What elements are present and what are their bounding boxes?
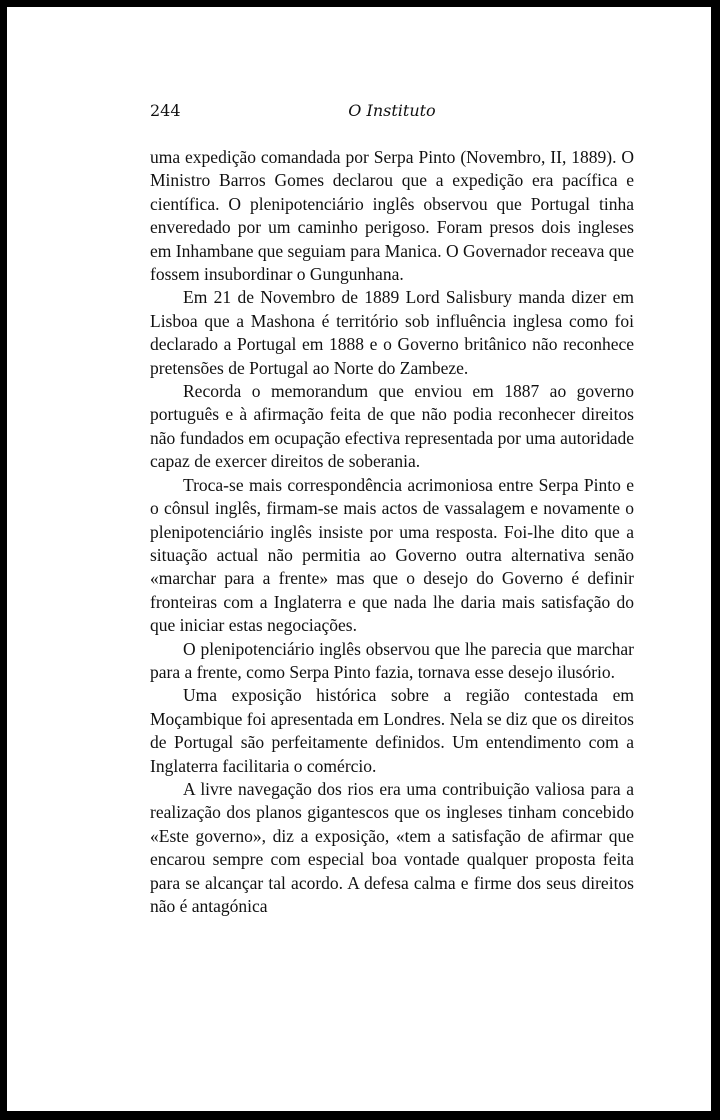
paragraph: Troca-se mais correspondência acrimoniosa entre Serpa Pinto e o cônsul inglês, firmam-se mais actos de vassalagem e novamente o plenipotenciário inglês insiste por uma resposta. Foi-lhe dito que a situação actual não permitia ao Governo outra alternativa senão «marchar para a frente» mas que o desejo do Governo é definir fronteiras com a Inglaterra e que nada lhe daria mais satisfação do que iniciar estas negociações.	[150, 474, 634, 636]
running-title: O Instituto	[348, 101, 436, 120]
paragraph-continuation: uma expedição comandada por Serpa Pinto (Novembro, II, 1889). O Ministro Barros Gomes declarou que a expedição era pacífica e científica. O plenipotenciário inglês observou que Portugal tinha enveredado por um caminho perigoso. Foram presos dois ingleses em Inhambane que seguiam para Manica. O Governador receava que fossem insubordinar o Gungunhana.	[150, 147, 634, 285]
paragraph: O plenipotenciário inglês observou que lhe parecia que marchar para a frente, como Serpa Pinto fazia, tornava esse desejo ilusório.	[150, 638, 634, 682]
page-header	[150, 101, 634, 125]
paragraph: Recorda o memorandum que enviou em 1887 ao governo português e à afirmação feita de que não podia reconhecer direitos não fundados em ocupação efectiva representada por uma autoridade capaz de exercer direitos de soberania.	[150, 381, 634, 472]
paragraph: A livre navegação dos rios era uma contribuição valiosa para a realização dos planos gigantescos que os ingleses tinham concebido «Este governo», diz a exposição, «tem a satisfação de afirmar que encarou sempre com especial boa vontade qualquer proposta feita para se alcançar tal acordo. A defesa calma e firme dos seus direitos não é antagónica	[150, 778, 634, 916]
paragraph: Em 21 de Novembro de 1889 Lord Salisbury manda dizer em Lisboa que a Mashona é território sob influência inglesa como foi declarado a Portugal em 1888 e o Governo britânico não reconhece pretensões de Portugal ao Norte do Zambeze.	[150, 287, 634, 378]
page-number: 244	[150, 101, 181, 120]
paragraph: Uma exposição histórica sobre a região contestada em Moçambique foi apresentada em Londres. Nela se diz que os direitos de Portugal são perfeitamente definidos. Um entendimento com a Inglaterra facilitaria o comércio.	[150, 685, 634, 776]
body-text	[150, 146, 634, 918]
book-page	[7, 7, 711, 1111]
